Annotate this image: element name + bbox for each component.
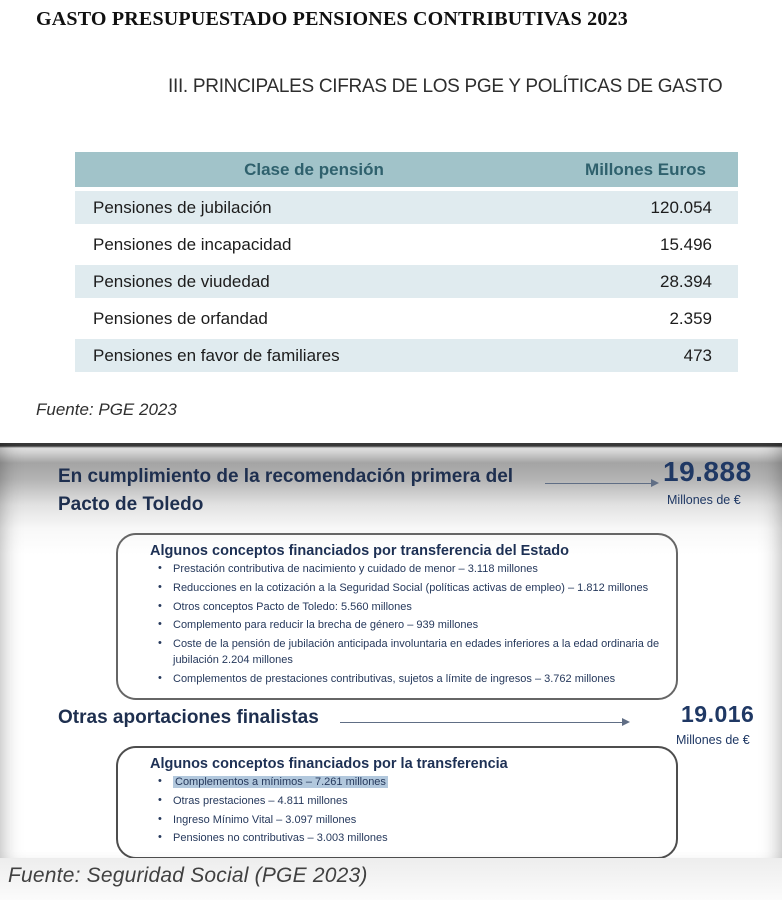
heading-line-2: Pacto de Toledo xyxy=(58,494,204,515)
pension-class-cell: Pensiones de incapacidad xyxy=(93,234,292,254)
box1-list xyxy=(128,561,666,687)
bullet-item: • Reducciones en la cotización a la Seguridad Social (políticas activas de empleo) – 1.812 millones xyxy=(156,580,662,596)
pension-amount-cell: 28.394 xyxy=(660,271,712,291)
amount-otras-aportaciones: 19.016 xyxy=(681,701,755,727)
page-title: GASTO PRESUPUESTADO PENSIONES CONTRIBUTIVAS 2023 xyxy=(36,8,628,30)
table-row xyxy=(75,228,738,261)
pension-class-cell: Pensiones de orfandad xyxy=(93,308,268,328)
arrow-right-icon xyxy=(340,722,628,723)
bullet-item: • Otros conceptos Pacto de Toledo: 5.560 millones xyxy=(156,599,662,615)
bullet-item: • Complemento para reducir la brecha de género – 939 millones xyxy=(156,617,662,633)
pension-amount-cell: 2.359 xyxy=(669,308,712,328)
header-pension-class: Clase de pensión xyxy=(244,159,384,179)
pension-table-body xyxy=(75,191,738,372)
heading-pacto-toledo xyxy=(58,463,563,519)
pension-class-cell: Pensiones de viudedad xyxy=(93,271,270,291)
section-subtitle: III. PRINCIPALES CIFRAS DE LOS PGE Y POLÍTICAS DE GASTO xyxy=(168,76,723,97)
highlighted-text: Complementos a mínimos – 7.261 millones xyxy=(175,776,386,788)
amount-unit-1: Millones de € xyxy=(667,493,741,507)
amount-pacto-toledo: 19.888 xyxy=(663,456,752,487)
bullet-item: • Prestación contributiva de nacimiento y cuidado de menor – 3.118 millones xyxy=(156,561,662,577)
bullet-item xyxy=(156,774,662,790)
bullet-item: • Pensiones no contributivas – 3.003 millones xyxy=(156,830,662,846)
table-row xyxy=(75,339,738,372)
concepts-box-1-title: Algunos conceptos financiados por transferencia del Estado xyxy=(150,543,569,559)
bullet-item: • Otras prestaciones – 4.811 millones xyxy=(156,793,662,809)
pension-amount-cell: 15.496 xyxy=(660,234,712,254)
bullet-item: • Complementos de prestaciones contributivas, sujetos a límite de ingresos – 3.762 millones xyxy=(156,671,662,687)
footer-band xyxy=(0,858,782,900)
concepts-box-estado xyxy=(116,533,678,700)
arrow-right-icon xyxy=(545,483,657,484)
heading-otras-aportaciones: Otras aportaciones finalistas xyxy=(58,707,319,728)
table-row xyxy=(75,302,738,335)
pension-class-cell: Pensiones de jubilación xyxy=(93,197,272,217)
pension-amount-cell: 120.054 xyxy=(650,197,712,217)
source-note-bottom: Fuente: Seguridad Social (PGE 2023) xyxy=(8,864,368,887)
heading-line-1: En cumplimiento de la recomendación primera del xyxy=(58,466,514,487)
bullet-item: • Ingreso Mínimo Vital – 3.097 millones xyxy=(156,812,662,828)
source-note-top: Fuente: PGE 2023 xyxy=(36,400,177,419)
table-row xyxy=(75,191,738,224)
concepts-box-2-title: Algunos conceptos financiados por la transferencia xyxy=(150,756,508,772)
box2-list xyxy=(128,774,666,847)
header-millions-euros: Millones Euros xyxy=(585,159,706,179)
amount-unit-2: Millones de € xyxy=(676,733,750,747)
bullet-item: • Coste de la pensión de jubilación anticipada involuntaria en edades inferiores a la edad ordinaria de jubilación 2.204 millones xyxy=(156,636,662,669)
concepts-box-transferencia xyxy=(116,746,678,859)
table-row xyxy=(75,265,738,298)
pension-amount-cell: 473 xyxy=(683,345,712,365)
pension-table xyxy=(75,152,738,372)
pension-class-cell: Pensiones en favor de familiares xyxy=(93,345,340,365)
embedded-slide xyxy=(0,443,782,858)
table-header-row xyxy=(75,152,738,187)
